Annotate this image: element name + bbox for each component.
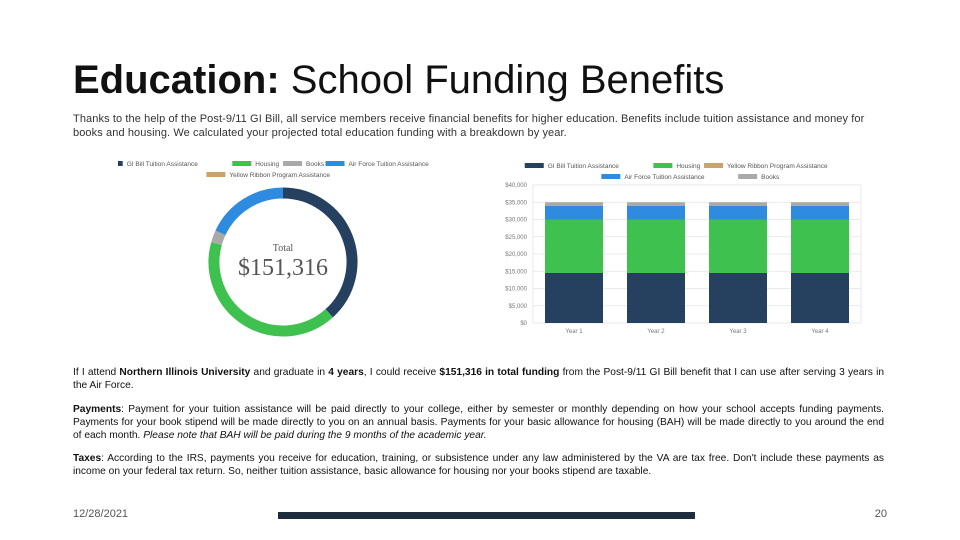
bar-legend-label-air-force-tuition-assistance: Air Force Tuition Assistance [624,174,705,181]
bar-y-tick-label: $40,000 [505,183,527,189]
bar-legend-label-books: Books [761,174,780,181]
title-rest: School Funding Benefits [279,58,725,102]
bar-y-tick-label: $5,000 [508,303,527,310]
bar-segment-air-force-tuition-assistance-year-3 [709,206,767,220]
donut-center-value: $151,316 [238,255,328,281]
bar-segment-gi-bill-tuition-assistance-year-3 [709,273,767,323]
bar-segment-books-year-1 [545,202,603,205]
payments-paragraph [73,403,884,442]
donut-slice-air-force-tuition-assistance [220,193,283,233]
bar-legend [525,163,828,181]
bar-y-tick-label: $25,000 [505,234,527,241]
stacked-bar-chart [496,157,876,342]
payments-label: Payments [73,404,122,415]
page-number: 20 [874,508,887,520]
donut-legend-swatch-gi-bill-tuition-assistance [118,161,123,166]
taxes-text: : According to the IRS, payments you receive for education, training, or subsistence under any law administered by the VA are tax free. Don't include these payments as income on your federal tax return. So, neither tuition assistance, basic allowance for housing nor your books stipend are taxable. [73,453,884,477]
summary-school: Northern Illinois University [119,367,251,378]
donut-legend-label-housing: Housing [255,161,280,168]
bar-legend-swatch-books [738,174,757,179]
donut-slice-books [217,233,221,244]
intro-text: Thanks to the help of the Post-9/11 GI Bill, all service members receive financial benefits for higher education. Benefits include tuition assistance and money for books and housing. We calculated your projected total education funding with a breakdown by year. [73,113,865,139]
summary-text-3: , I could receive [363,367,440,378]
summary-years: 4 years [328,367,364,378]
title-bold: Education: [73,58,280,102]
bar-y-tick-label: $15,000 [505,269,527,276]
bar-x-tick-label: Year 2 [647,329,665,335]
bar-legend-swatch-housing [653,163,672,168]
bar-segment-housing-year-3 [709,220,767,273]
bar-segment-housing-year-2 [627,220,685,273]
donut-legend-swatch-books [283,161,302,166]
bar-segment-housing-year-4 [791,220,849,273]
bar-legend-label-gi-bill-tuition-assistance: GI Bill Tuition Assistance [547,163,619,170]
summary-text-4: from the Post-9/11 GI Bill benefit that I can use after serving 3 years in the Air Force. [73,367,884,391]
bar-legend-swatch-air-force-tuition-assistance [601,174,620,179]
donut-legend-swatch-housing [232,161,251,166]
taxes-paragraph [73,452,884,478]
bar-x-tick-label: Year 1 [565,329,583,335]
donut-legend-swatch-yellow-ribbon-program-assistance [206,172,225,177]
footer-divider [278,512,695,519]
bar-segment-air-force-tuition-assistance-year-2 [627,206,685,220]
summary-text-1: If I attend [73,367,120,378]
bar-segment-air-force-tuition-assistance-year-4 [791,206,849,220]
payments-note: Please note that BAH will be paid during the 9 months of the academic year. [143,430,487,441]
bar-segment-books-year-2 [627,202,685,205]
bar-y-ticks [505,183,527,327]
bar-segment-books-year-4 [791,202,849,205]
bar-y-tick-label: $10,000 [505,286,527,293]
bar-x-ticks [565,329,829,335]
donut-legend [118,161,429,179]
bar-y-tick-label: $20,000 [505,252,527,258]
donut-chart [118,157,448,347]
bar-segment-gi-bill-tuition-assistance-year-2 [627,273,685,323]
donut-legend-label-yellow-ribbon-program-assistance: Yellow Ribbon Program Assistance [229,172,330,179]
bar-legend-label-housing: Housing [676,163,701,170]
bar-x-tick-label: Year 3 [729,329,747,335]
taxes-label: Taxes [73,453,102,464]
bar-segment-air-force-tuition-assistance-year-1 [545,206,603,220]
bar-x-tick-label: Year 4 [811,329,829,335]
donut-legend-label-books: Books [306,161,325,168]
bar-segment-gi-bill-tuition-assistance-year-4 [791,273,849,323]
donut-slice-gi-bill-tuition-assistance [283,193,352,313]
summary-amount: $151,316 in total funding [439,367,560,378]
summary-text-2: and graduate in [250,367,329,378]
donut-legend-swatch-air-force-tuition-assistance [326,161,345,166]
bar-legend-swatch-yellow-ribbon-program-assistance [704,163,723,168]
bar-segment-housing-year-1 [545,220,603,273]
page-title [73,56,724,104]
payments-text: : Payment for your tuition assistance will be paid directly to your college, either by semester or monthly depending on how your school accepts funding payments. Payments for your book stipend will be made directly to you on an annual basis. Payments for your basic allowance for housing (BAH) will be made directly to you around the end of each month. [73,404,884,441]
bar-y-tick-label: $0 [520,321,527,327]
donut-center-label: Total [272,243,294,254]
donut-legend-label-air-force-tuition-assistance: Air Force Tuition Assistance [348,161,429,168]
summary-paragraph [73,366,884,392]
bar-legend-swatch-gi-bill-tuition-assistance [525,163,544,168]
bar-legend-label-yellow-ribbon-program-assistance: Yellow Ribbon Program Assistance [727,163,828,170]
bar-y-tick-label: $30,000 [505,217,527,224]
bar-y-tick-label: $35,000 [505,200,527,207]
bar-segment-books-year-3 [709,202,767,205]
bar-bars [545,202,849,323]
footer-date: 12/28/2021 [73,508,129,520]
donut-legend-label-gi-bill-tuition-assistance: GI Bill Tuition Assistance [126,161,198,168]
bar-segment-gi-bill-tuition-assistance-year-1 [545,273,603,323]
